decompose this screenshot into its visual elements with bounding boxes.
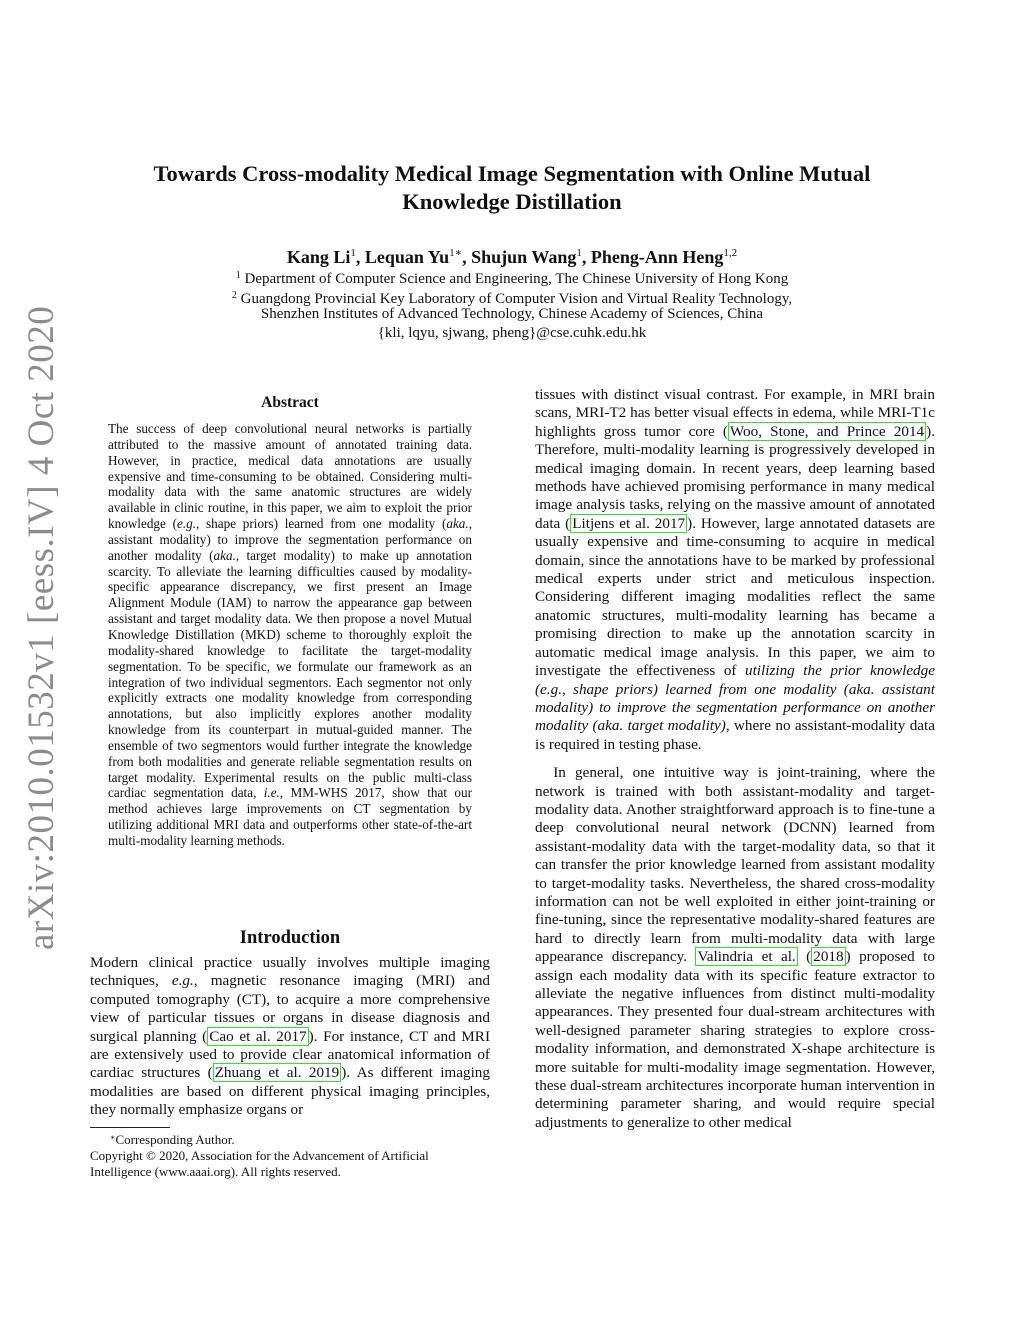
citation-year-link[interactable]: 2018 bbox=[813, 948, 844, 966]
author-name: Pheng-Ann Heng bbox=[590, 247, 724, 267]
title-line-1: Towards Cross-modality Medical Image Segmentation with Online Mutual bbox=[153, 161, 871, 186]
arxiv-identifier: arXiv:2010.01532v1 [eess.IV] 4 Oct 2020 bbox=[21, 305, 62, 950]
citation-link[interactable]: Cao et al. 2017 bbox=[209, 1027, 307, 1045]
footnote bbox=[90, 1130, 490, 1180]
abstract-body: The success of deep convolutional neural networks is partially attributed to the massive amount of annotated training data. However, in practice, medical data annotations are usually expensive and time-consuming to be obtained. Considering multi-modality data with the same anatomic structures are widely available in clinic routine, in this paper, we aim to exploit the prior knowledge (e.g., shape priors) learned from one modality (aka., assistant modality) to improve the segmentation performance on another modality (aka., target modality) to make up annotation scarcity. To alleviate the learning difficulties caused by modality-specific appearance discrepancy, we first present an Image Alignment Module (IAM) to narrow the appearance gap between assistant and target modality data. We then propose a novel Mutual Knowledge Distillation (MKD) scheme to thoroughly exploit the modality-shared knowledge to facilitate the target-modality segmentation. To be specific, we formulate our framework as an integration of two individual segmentors. Each segmentor not only explicitly extracts one modality knowledge from corresponding annotations, but also implicitly explores another modality knowledge from its counterpart in mutual-guided manner. The ensemble of two segmentors would further integrate the knowledge from both modalities and generate reliable segmentation results on target modality. Experimental results on the public multi-class cardiac segmentation data, i.e., MM-WHS 2017, show that our method achieves large improvements on CT segmentation by utilizing additional MRI data and outperforms other state-of-the-art multi-modality learning methods. bbox=[108, 421, 472, 848]
author-name: Shujun Wang bbox=[471, 247, 577, 267]
citation-link[interactable]: Litjens et al. 2017 bbox=[572, 514, 686, 532]
author-name: Kang Li bbox=[286, 247, 351, 267]
title-line-2: Knowledge Distillation bbox=[402, 189, 622, 214]
intro-paragraph-1-cont: tissues with distinct visual contrast. For example, in MRI brain scans, MRI-T2 has better visual effects in edema, while MRI-T1c highlights gross tumor core ( Woo, Stone, and Prince 2014 ). Therefore, multi-modality learning is progressively developed in medical imaging domain. In recent years, deep learning based methods have achieved promising performance in many medical image analysis tasks, relying on the massive amount of annotated data ( Litjens et al. 2017 ). However, large annotated datasets are usually expensive and time-consuming to acquire in medical domain, since the annotations have to be marked by professional medical experts under strict and meticulous inspection. Considering different imaging modalities reflect the same anatomic structures, multi-modality learning has became a promising direction to make up the annotation scarcity in automatic medical image analysis. In this paper, we aim to investigate the effectiveness of utilizing the prior knowledge (e.g., shape priors) learned from one modality (aka. assistant modality) to improve the segmentation performance on another modality (aka. target modality), where no assistant-modality data is required in testing phase. bbox=[535, 386, 935, 753]
footnote-rule bbox=[90, 1127, 170, 1128]
intro-paragraph-1: Modern clinical practice usually involves multiple imaging techniques, e.g., magnetic resonance imaging (MRI) and computed tomography (CT), to acquire a more comprehensive view of particular tissues or organs in disease diagnosis and surgical planning ( Cao et al. 2017 ). For instance, CT and MRI are extensively used to provide clear anatomical information of cardiac structures ( Zhuang et al. 2019 ). As different imaging modalities are based on different physical imaging principles, they normally emphasize organs or bbox=[90, 954, 491, 1119]
author-name: Lequan Yu bbox=[364, 247, 450, 267]
footnote-copyright: Copyright © 2020, Association for the Advancement of Artificial Intelligence (www.aaai.org). All rights reserved. bbox=[90, 1148, 429, 1179]
citation-link[interactable]: Zhuang et al. 2019 bbox=[214, 1064, 340, 1082]
affil-text: Department of Computer Science and Engineering, The Chinese University of Hong Kong bbox=[244, 271, 789, 287]
author-affil-mark: 1,2 bbox=[723, 247, 738, 259]
footnote-corresponding: ∗Corresponding Author. bbox=[110, 1132, 235, 1147]
intro-paragraph-2: In general, one intuitive way is joint-training, where the network is trained with both assistant-modality and target-modality data. Another straightforward approach is to fine-tune a deep convolutional neural network (DCNN) learned from assistant-modality data with the target-modality data, so that it can transfer the prior knowledge learned from assistant modality to target-modality tasks. Nevertheless, the shared cross-modality information can not be well exploited in either joint-training or fine-tuning, since the representative modality-shared features are hard to directly learn from multi-modality data with large appearance discrepancy. Valindria et al. ( 2018 ) proposed to assign each modality data with its specific feature extractor to alleviate the negative influences from distinct multi-modality appearances. They presented four dual-stream architectures with well-designed parameter sharing strategies to explore cross-modality information, and demonstrated X-shape architecture is more suitable for multi-modality image segmentation. However, these dual-stream architectures incorporate human intervention in determining parameter sharing, and would require special adjustments to generalize to other medical bbox=[535, 764, 935, 1131]
author-affil-mark: 1 bbox=[576, 247, 582, 259]
affil-text: Guangdong Provincial Key Laboratory of Computer Vision and Virtual Reality Technology, bbox=[240, 291, 793, 307]
affil-mark: 2 bbox=[231, 290, 237, 301]
citation-link[interactable]: Valindria et al. bbox=[697, 948, 796, 966]
author-affil-mark: 1 bbox=[350, 247, 356, 259]
affil-mark: 1 bbox=[235, 270, 241, 281]
intro-right-column bbox=[535, 386, 935, 1132]
author-list: Kang Li$^1$, Lequan $Yu^{1∗}$, Shujun Wang$^1$, Pheng-Ann Heng$^{1,2}$ bbox=[286, 247, 738, 267]
abstract-heading: Abstract bbox=[261, 394, 319, 411]
affiliation-3: Shenzhen Institutes of Advanced Technology, Chinese Academy of Sciences, China bbox=[260, 306, 764, 322]
intro-left-column bbox=[90, 954, 490, 1120]
author-emails: {kli, lqyu, sjwang, pheng}@cse.cuhk.edu.hk bbox=[377, 325, 647, 341]
paper-title bbox=[90, 160, 934, 216]
citation-link[interactable]: Woo, Stone, and Prince 2014 bbox=[729, 422, 925, 440]
introduction-heading: Introduction bbox=[239, 928, 341, 948]
author-affil-mark: 1∗ bbox=[449, 247, 463, 259]
